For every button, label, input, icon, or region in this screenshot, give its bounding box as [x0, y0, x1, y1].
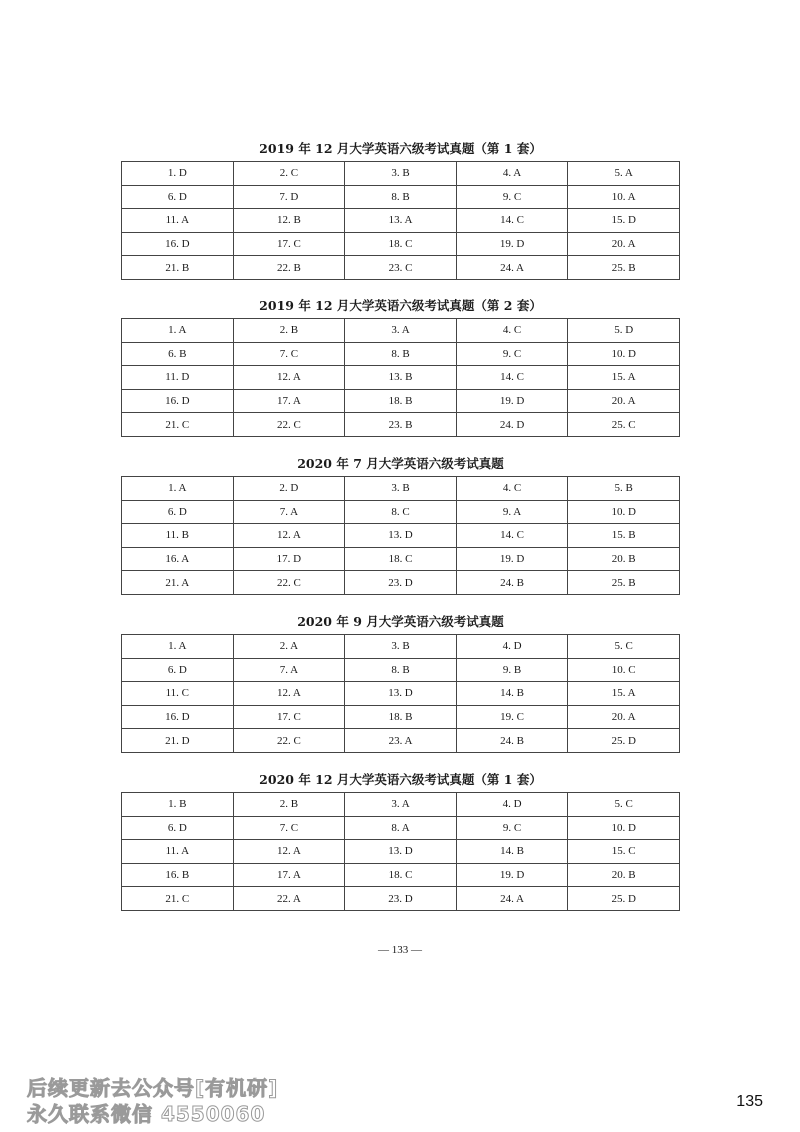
answer-cell: 23. A	[345, 729, 457, 753]
answer-cell: 6. D	[122, 816, 234, 840]
answer-cell: 14. C	[456, 209, 568, 233]
answer-cell: 9. C	[456, 342, 568, 366]
answer-cell: 4. C	[456, 477, 568, 501]
answer-cell: 25. C	[568, 413, 680, 437]
answer-cell: 23. C	[345, 256, 457, 280]
answer-cell: 22. B	[233, 256, 345, 280]
answer-cell: 18. C	[345, 863, 457, 887]
answer-cell: 10. A	[568, 185, 680, 209]
answer-cell: 20. A	[568, 389, 680, 413]
table-row	[122, 342, 680, 366]
answer-cell: 7. D	[233, 185, 345, 209]
answer-cell: 10. D	[568, 342, 680, 366]
answer-cell: 24. D	[456, 413, 568, 437]
answer-cell: 19. D	[456, 547, 568, 571]
answer-cell: 6. B	[122, 342, 234, 366]
answer-cell: 9. C	[456, 185, 568, 209]
answer-cell: 4. C	[456, 319, 568, 343]
answer-cell: 5. A	[568, 162, 680, 186]
answer-cell: 11. C	[122, 682, 234, 706]
answer-cell: 7. A	[233, 658, 345, 682]
answer-cell: 1. D	[122, 162, 234, 186]
table-row	[122, 477, 680, 501]
table-row	[122, 366, 680, 390]
answer-cell: 5. B	[568, 477, 680, 501]
answer-cell: 5. C	[568, 635, 680, 659]
answer-cell: 8. C	[345, 500, 457, 524]
answer-cell: 15. D	[568, 209, 680, 233]
answer-cell: 16. D	[122, 232, 234, 256]
answer-cell: 11. A	[122, 840, 234, 864]
answer-table	[121, 634, 680, 753]
answer-cell: 6. D	[122, 658, 234, 682]
table-row	[122, 658, 680, 682]
answer-cell: 2. D	[233, 477, 345, 501]
table-row	[122, 162, 680, 186]
answer-cell: 25. B	[568, 256, 680, 280]
answer-cell: 23. D	[345, 571, 457, 595]
answer-cell: 20. B	[568, 547, 680, 571]
answer-cell: 17. C	[233, 232, 345, 256]
answer-cell: 11. D	[122, 366, 234, 390]
answer-cell: 11. A	[122, 209, 234, 233]
answer-cell: 17. D	[233, 547, 345, 571]
table-row	[122, 547, 680, 571]
answer-cell: 20. A	[568, 705, 680, 729]
answer-cell: 11. B	[122, 524, 234, 548]
answer-cell: 15. A	[568, 682, 680, 706]
answer-cell: 2. A	[233, 635, 345, 659]
answer-cell: 21. A	[122, 571, 234, 595]
answer-cell: 16. D	[122, 389, 234, 413]
answer-table	[121, 161, 680, 280]
answer-cell: 23. D	[345, 887, 457, 911]
answer-cell: 5. C	[568, 793, 680, 817]
answer-cell: 12. A	[233, 366, 345, 390]
answer-cell: 17. C	[233, 705, 345, 729]
answer-cell: 1. B	[122, 793, 234, 817]
answer-cell: 9. B	[456, 658, 568, 682]
table-row	[122, 635, 680, 659]
answer-cell: 5. D	[568, 319, 680, 343]
answer-cell: 4. A	[456, 162, 568, 186]
table-row	[122, 729, 680, 753]
answer-cell: 2. B	[233, 319, 345, 343]
answer-cell: 19. D	[456, 389, 568, 413]
table-row	[122, 319, 680, 343]
section-title: 2020 年 9 月大学英语六级考试真题	[297, 614, 504, 629]
answer-cell: 17. A	[233, 863, 345, 887]
answer-cell: 2. C	[233, 162, 345, 186]
table-row	[122, 232, 680, 256]
answer-cell: 6. D	[122, 185, 234, 209]
table-row	[122, 256, 680, 280]
table-row	[122, 705, 680, 729]
answer-cell: 3. B	[345, 635, 457, 659]
table-row	[122, 413, 680, 437]
answer-cell: 19. D	[456, 232, 568, 256]
answer-cell: 8. A	[345, 816, 457, 840]
answer-cell: 21. C	[122, 413, 234, 437]
answer-cell: 18. C	[345, 547, 457, 571]
answer-cell: 21. B	[122, 256, 234, 280]
answer-table	[121, 318, 680, 437]
answer-cell: 21. C	[122, 887, 234, 911]
answer-table	[121, 792, 680, 911]
answer-cell: 14. C	[456, 366, 568, 390]
answer-cell: 4. D	[456, 793, 568, 817]
answer-cell: 16. D	[122, 705, 234, 729]
answer-cell: 25. B	[568, 571, 680, 595]
table-row	[122, 816, 680, 840]
answer-cell: 24. A	[456, 256, 568, 280]
answer-cell: 9. C	[456, 816, 568, 840]
answer-cell: 24. B	[456, 729, 568, 753]
answer-cell: 8. B	[345, 658, 457, 682]
answer-cell: 10. C	[568, 658, 680, 682]
table-row	[122, 863, 680, 887]
answer-cell: 1. A	[122, 635, 234, 659]
answer-cell: 12. A	[233, 682, 345, 706]
answer-cell: 7. A	[233, 500, 345, 524]
section-title: 2020 年 7 月大学英语六级考试真题	[297, 456, 504, 471]
answer-cell: 18. B	[345, 389, 457, 413]
answer-cell: 6. D	[122, 500, 234, 524]
answer-cell: 8. B	[345, 342, 457, 366]
table-row	[122, 500, 680, 524]
table-row	[122, 571, 680, 595]
answer-cell: 3. A	[345, 793, 457, 817]
answer-cell: 14. B	[456, 840, 568, 864]
answer-cell: 7. C	[233, 816, 345, 840]
answer-cell: 17. A	[233, 389, 345, 413]
answer-cell: 2. B	[233, 793, 345, 817]
section-title: 2019 年 12 月大学英语六级考试真题（第 1 套）	[259, 141, 542, 156]
page-number: — 133 —	[378, 944, 422, 956]
table-row	[122, 524, 680, 548]
answer-cell: 25. D	[568, 887, 680, 911]
answer-cell: 12. A	[233, 840, 345, 864]
answer-cell: 15. B	[568, 524, 680, 548]
answer-cell: 14. B	[456, 682, 568, 706]
answer-cell: 10. D	[568, 500, 680, 524]
table-row	[122, 185, 680, 209]
section-title: 2019 年 12 月大学英语六级考试真题（第 2 套）	[259, 298, 542, 313]
answer-cell: 9. A	[456, 500, 568, 524]
answer-cell: 24. B	[456, 571, 568, 595]
answer-cell: 10. D	[568, 816, 680, 840]
answer-cell: 20. B	[568, 863, 680, 887]
answer-cell: 13. D	[345, 840, 457, 864]
answer-cell: 18. B	[345, 705, 457, 729]
answer-cell: 15. A	[568, 366, 680, 390]
answer-cell: 16. B	[122, 863, 234, 887]
answer-cell: 1. A	[122, 477, 234, 501]
table-row	[122, 840, 680, 864]
answer-cell: 22. A	[233, 887, 345, 911]
answer-cell: 13. D	[345, 524, 457, 548]
answer-cell: 13. B	[345, 366, 457, 390]
answer-cell: 21. D	[122, 729, 234, 753]
table-row	[122, 887, 680, 911]
answer-cell: 24. A	[456, 887, 568, 911]
answer-cell: 8. B	[345, 185, 457, 209]
answer-cell: 25. D	[568, 729, 680, 753]
watermark-line: 永久联系微信 4550060	[27, 1102, 266, 1126]
answer-cell: 20. A	[568, 232, 680, 256]
answer-cell: 3. B	[345, 162, 457, 186]
table-row	[122, 793, 680, 817]
answer-cell: 13. A	[345, 209, 457, 233]
answer-cell: 14. C	[456, 524, 568, 548]
answer-cell: 22. C	[233, 413, 345, 437]
answer-cell: 19. D	[456, 863, 568, 887]
answer-cell: 1. A	[122, 319, 234, 343]
answer-cell: 23. B	[345, 413, 457, 437]
answer-cell: 13. D	[345, 682, 457, 706]
answer-cell: 12. A	[233, 524, 345, 548]
answer-cell: 22. C	[233, 571, 345, 595]
answer-cell: 15. C	[568, 840, 680, 864]
table-row	[122, 209, 680, 233]
answer-cell: 19. C	[456, 705, 568, 729]
answer-table	[121, 476, 680, 595]
table-row	[122, 389, 680, 413]
answer-cell: 3. A	[345, 319, 457, 343]
answer-cell: 18. C	[345, 232, 457, 256]
answer-cell: 12. B	[233, 209, 345, 233]
watermark-line: 后续更新去公众号[有机研]	[27, 1076, 279, 1100]
sheet-number: 135	[736, 1093, 763, 1110]
answer-cell: 3. B	[345, 477, 457, 501]
table-row	[122, 682, 680, 706]
answer-cell: 7. C	[233, 342, 345, 366]
answer-cell: 16. A	[122, 547, 234, 571]
section-title: 2020 年 12 月大学英语六级考试真题（第 1 套）	[259, 772, 542, 787]
answer-cell: 4. D	[456, 635, 568, 659]
answer-cell: 22. C	[233, 729, 345, 753]
watermark	[27, 1075, 278, 1127]
